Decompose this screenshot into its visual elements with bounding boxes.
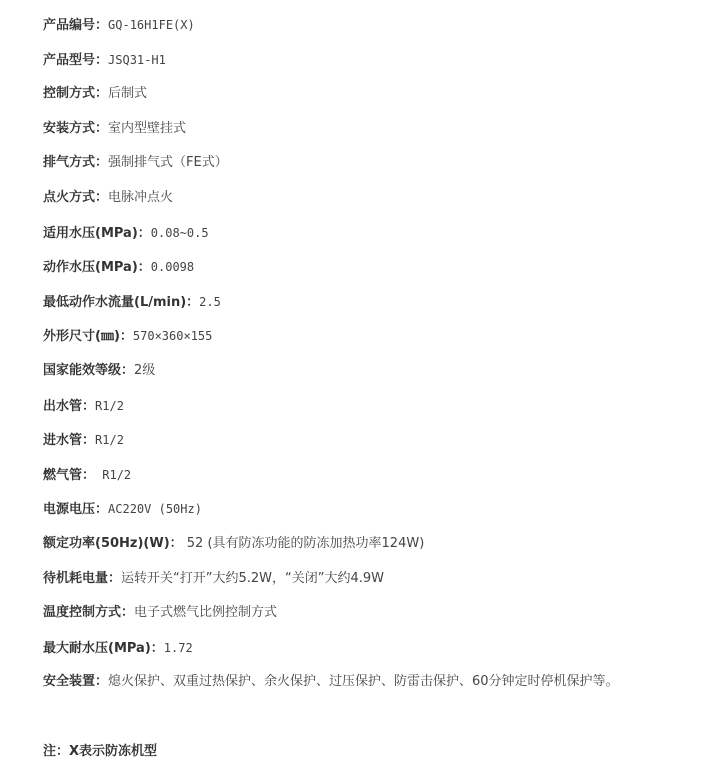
spec-value: 0.0098 [150,260,195,275]
spec-row-dimensions [43,322,703,357]
spec-label: 安装方式： [43,120,109,136]
spec-label: 温度控制方式： [43,605,135,621]
spec-label: 点火方式： [43,189,109,205]
spec-label: 外形尺寸(㎜)： [43,329,133,345]
spec-value: 1.72 [163,640,193,655]
spec-label: 额定功率(50Hz)(W)： [43,535,183,551]
spec-row-product-code [43,11,703,46]
spec-value: 2.5 [199,294,221,309]
spec-value: 室内型壁挂式 [108,120,187,136]
spec-row-min-water-flow [43,288,703,323]
footnote-label: 注： [43,744,70,759]
spec-value: 2级 [134,362,156,378]
spec-value: GQ-16H1FE(X) [108,18,195,32]
spec-label: 出水管： [43,398,96,414]
spec-row-exhaust-method [43,149,703,184]
spec-label: 产品编号： [43,18,109,33]
spec-row-water-inlet-pipe [43,426,703,461]
spec-value: R1/2 [95,467,132,482]
spec-row-temperature-control [43,599,703,634]
spec-label: 排气方式： [43,155,109,171]
spec-row-energy-efficiency-grade [43,357,703,392]
spec-row-ignition-method [43,184,703,219]
spec-value: 电脉冲点火 [108,189,174,205]
spec-value: 电子式燃气比例控制方式 [134,605,278,621]
spec-label: 进水管： [43,433,96,449]
spec-label: 安全装置： [43,674,109,690]
spec-label: 动作水压(MPa)： [43,260,151,276]
spec-row-control-method [43,80,703,115]
spec-label: 最大耐水压(MPa)： [43,640,164,656]
spec-label: 产品型号： [43,52,109,68]
spec-value: 52 (具有防冻功能的防冻加热功率124W) [182,535,425,551]
spec-row-gas-pipe [43,461,703,496]
spec-row-max-water-pressure [43,634,703,669]
spec-label: 待机耗电量： [43,570,122,586]
spec-list [43,11,703,703]
spec-row-action-water-pressure [43,253,703,288]
spec-row-rated-power [43,530,703,565]
spec-label: 电源电压： [43,502,109,518]
spec-value: 熄火保护、双重过热保护、余火保护、过压保护、防雷击保护、60分钟定时停机保护等。 [108,674,619,690]
spec-row-product-model [43,46,703,81]
spec-row-power-supply-voltage [43,495,703,530]
spec-row-applicable-water-pressure [43,219,703,254]
spec-value: R1/2 [95,433,124,448]
spec-value: AC220V (50Hz) [108,502,202,517]
footnote [43,738,157,766]
spec-value: R1/2 [95,398,124,413]
footnote-text: X表示防冻机型 [69,744,158,759]
spec-label: 控制方式： [43,86,109,102]
spec-row-safety-devices [43,668,703,703]
spec-value: 运转开关“打开”大约5.2W，“关闭”大约4.9W [121,570,385,586]
spec-row-water-outlet-pipe [43,392,703,427]
spec-row-installation-method [43,115,703,150]
spec-label: 燃气管： [43,467,96,483]
spec-label: 适用水压(MPa)： [43,225,151,241]
spec-label: 最低动作水流量(L/min)： [43,294,200,310]
spec-value: 强制排气式（FE式） [108,155,228,171]
spec-value: JSQ31-H1 [108,52,166,67]
spec-label: 国家能效等级： [43,362,135,378]
spec-value: 570×360×155 [132,329,213,344]
spec-value: 0.08~0.5 [150,225,209,240]
spec-row-standby-power [43,565,703,600]
spec-value: 后制式 [108,86,148,102]
